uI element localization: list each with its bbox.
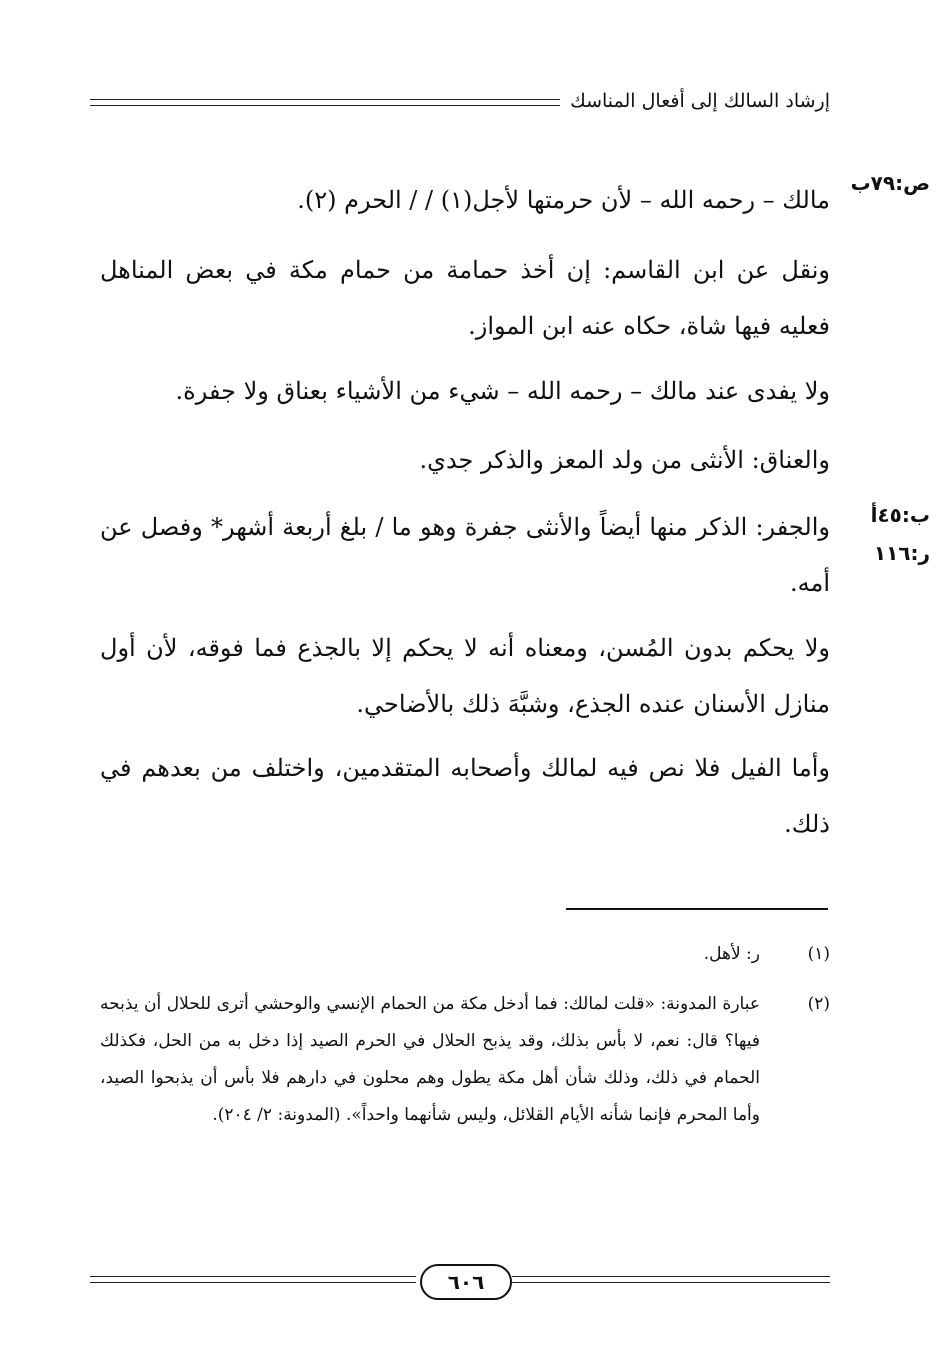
bottom-rule-right <box>512 1276 830 1283</box>
footnote-number: (١) <box>807 944 830 964</box>
paragraph-1: مالك – رحمه الله – لأن حرمتها لأجل(١) / / الحرم (٢). <box>297 186 830 214</box>
page-number: ٦٠٦ <box>420 1264 512 1300</box>
margin-note-r116: ر:١١٦ <box>873 541 930 565</box>
footnote-separator <box>566 908 828 910</box>
footnote-number: (٢) <box>807 994 830 1014</box>
running-header <box>90 88 830 118</box>
header-title: إرشاد السالك إلى أفعال المناسك <box>570 90 830 112</box>
footnote-1 <box>100 936 830 973</box>
margin-note-b45a: ب:٤٥أ <box>870 503 930 527</box>
paragraph-3: ولا يفدى عند مالك – رحمه الله – شيء من الأشياء بعناق ولا جفرة. <box>175 377 830 405</box>
paragraph-5: والجفر: الذكر منها أيضاً والأنثى جفرة وهو ما / بلغ أربعة أشهر* وفصل عن أمه. <box>100 513 830 597</box>
footnote-text: ر: لأهل. <box>703 944 760 964</box>
footnote-2 <box>100 986 830 1134</box>
paragraph-7: وأما الفيل فلا نص فيه لمالك وأصحابه المتقدمين، واختلف من بعدهم في ذلك. <box>100 754 830 838</box>
paragraph-4: والعناق: الأنثى من ولد المعز والذكر جدي. <box>419 446 830 474</box>
paragraph-6: ولا يحكم بدون المُسن، ومعناه أنه لا يحكم إلا بالجذع فما فوقه، لأن أول منازل الأسنان عنده الجذع، وشبَّهَ ذلك بالأضاحي. <box>100 634 830 718</box>
bottom-rule-left <box>90 1276 416 1283</box>
footnote-text: عبارة المدونة: «قلت لمالك: فما أدخل مكة من الحمام الإنسي والوحشي أترى للحلال أن يذبحه فيها؟ قال: نعم، لا بأس بذلك، وقد يذبح الحلال في الحرم الصيد إذا دخل به من الحل، فكذلك الحمام في ذلك، وذلك شأن أهل مكة يطول وهم محلون في دارهم فلا بأس أن يذبحوا الصيد، وأما المحرم فإنما شأنه الأيام القلائل، وليس شأنهما واحداً». (المدونة: ٢/ ٢٠٤). <box>100 994 760 1125</box>
paragraph-2: ونقل عن ابن القاسم: إن أخذ حمامة من حمام مكة في بعض المناهل فعليه فيها شاة، حكاه عنه ابن المواز. <box>100 256 830 340</box>
header-rule <box>90 99 560 106</box>
margin-note-p79b: ص:٧٩ب <box>850 171 930 195</box>
